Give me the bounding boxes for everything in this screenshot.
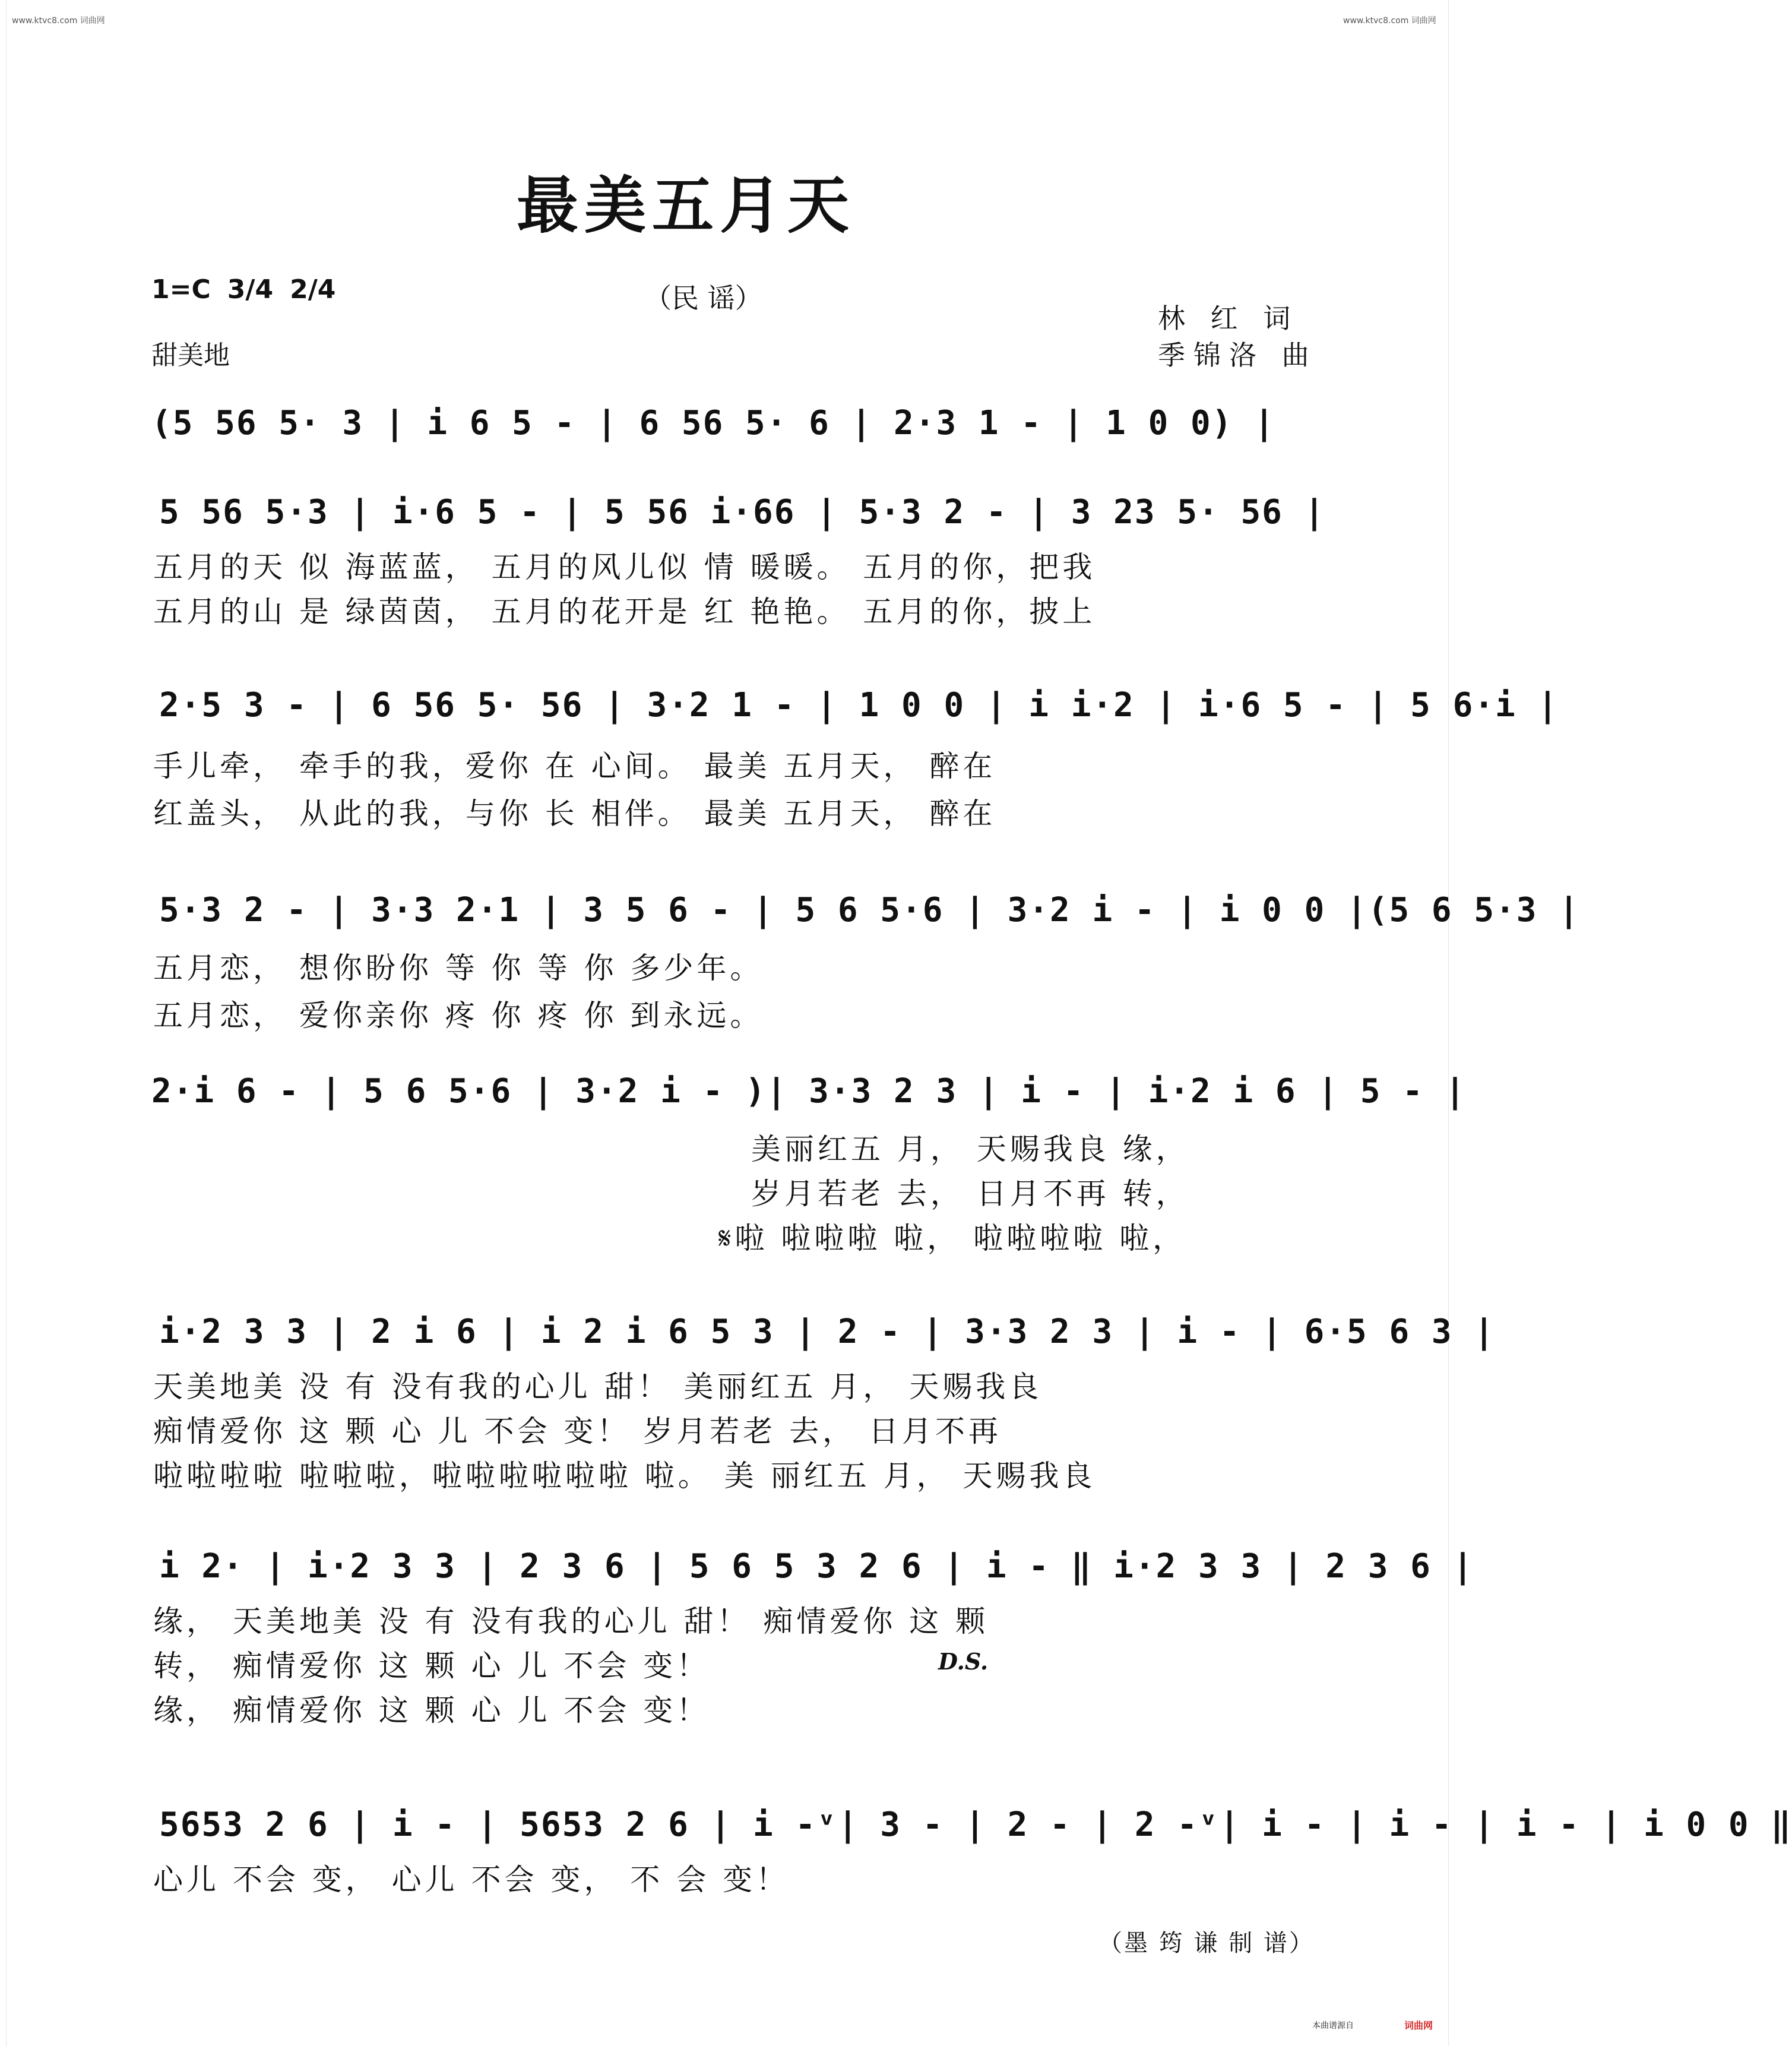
score-line-7-lyric-2: 转， 痴情爱你 这 颗 心 儿 不会 变！	[153, 1649, 710, 1683]
left-margin-strip	[0, 0, 7, 2046]
score-line-6-lyric-1: 天美地美 没 有 没有我的心儿 甜！ 美丽红五 月， 天赐我良	[153, 1370, 1043, 1404]
watermark-top-right: www.ktvc8.com 词曲网	[1343, 16, 1436, 26]
lyricist-credit: 林 红 词	[1158, 302, 1299, 334]
score-line-7-notes: i 2· | i·2 3 3 | 2 3 6 | 5 6 5 3 2 6 | i - ‖ i·2 3 3 | 2 3 6 |	[159, 1547, 1474, 1586]
dal-segno-mark: D.S.	[938, 1648, 989, 1675]
watermark-bottom-brand: 词曲网	[1404, 2020, 1433, 2031]
score-line-6-lyric-3: 啦啦啦啦 啦啦啦，啦啦啦啦啦啦 啦。 美 丽红五 月， 天赐我良	[153, 1459, 1096, 1493]
score-line-3-lyric-1: 手儿牵， 牵手的我，爱你 在 心间。 最美 五月天， 醉在	[153, 749, 996, 783]
score-line-5-lyric-1: 美丽红五 月， 天赐我良 缘，	[751, 1132, 1189, 1166]
score-line-2-notes: 5 56 5·3 | i·6 5 - | 5 56 i·66 | 5·3 2 - | 3 23 5· 56 |	[159, 493, 1326, 532]
composer-credit: 季锦洛 曲	[1158, 339, 1318, 371]
score-line-3-notes: 2·5 3 - | 6 56 5· 56 | 3·2 1 - | 1 0 0 | i i·2 | i·6 5 - | 5 6·i |	[159, 686, 1559, 725]
score-line-5-lyric-2: 岁月若老 去， 日月不再 转，	[751, 1177, 1189, 1211]
tempo-mark: 甜美地	[151, 340, 230, 371]
score-line-2-lyric-2: 五月的山 是 绿茵茵， 五月的花开是 红 艳艳。 五月的你，披上	[153, 594, 1096, 629]
score-line-3-lyric-2: 红盖头， 从此的我，与你 长 相伴。 最美 五月天， 醉在	[153, 796, 996, 831]
score-line-8-lyric-1: 心儿 不会 变， 心儿 不会 变， 不 会 变！	[153, 1862, 790, 1897]
key-text: 1=C	[151, 274, 211, 305]
score-line-7-lyric-1: 缘， 天美地美 没 有 没有我的心儿 甜！ 痴情爱你 这 颗	[153, 1604, 989, 1639]
time-signature-2: 2/4	[290, 274, 336, 305]
watermark-top-left: www.ktvc8.com 词曲网	[12, 16, 105, 26]
score-line-4-lyric-2: 五月恋， 爱你亲你 疼 你 疼 你 到永远。	[153, 998, 764, 1033]
score-line-8-notes: 5653 2 6 | i - | 5653 2 6 | i -ᵛ| 3 - | 2 - | 2 -ᵛ| i - | i - | i - | i 0 0 ‖	[159, 1805, 1792, 1844]
score-line-2-lyric-1: 五月的天 似 海蓝蓝， 五月的风儿似 情 暖暖。 五月的你，把我	[153, 550, 1096, 584]
score-line-4-lyric-1: 五月恋， 想你盼你 等 你 等 你 多少年。	[153, 951, 764, 985]
score-line-5-notes: 2·i 6 - | 5 6 5·6 | 3·2 i - )| 3·3 2 3 | i - | i·2 i 6 | 5 - |	[151, 1072, 1467, 1111]
watermark-bottom-label: 本曲谱源自	[1312, 2021, 1354, 2031]
producer-credit: （墨 筠 谦 制 谱）	[1098, 1930, 1315, 1957]
score-line-6-notes: i·2 3 3 | 2 i 6 | i 2 i 6 5 3 | 2 - | 3·3 2 3 | i - | 6·5 6 3 |	[159, 1313, 1496, 1351]
key-signature	[151, 274, 335, 305]
score-line-6-lyric-2: 痴情爱你 这 颗 心 儿 不会 变！ 岁月若老 去， 日月不再	[153, 1414, 1002, 1449]
time-signature-1: 3/4	[227, 274, 274, 305]
score-line-4-notes: 5·3 2 - | 3·3 2·1 | 3 5 6 - | 5 6 5·6 | 3·2 i - | i 0 0 |(5 6 5·3 |	[159, 891, 1580, 929]
right-margin-strip	[1448, 0, 1455, 2046]
score-line-1-notes: (5 56 5· 3 | i 6 5 - | 6 56 5· 6 | 2·3 1 - | 1 0 0) |	[151, 404, 1275, 442]
score-line-5-lyric-3: 𝄋啦 啦啦啦 啦， 啦啦啦啦 啦，	[718, 1221, 1186, 1256]
score-line-7-lyric-3: 缘， 痴情爱你 这 颗 心 儿 不会 变！	[153, 1693, 710, 1728]
genre-tag: （民 谣）	[644, 282, 762, 314]
song-title: 最美五月天	[517, 169, 856, 242]
